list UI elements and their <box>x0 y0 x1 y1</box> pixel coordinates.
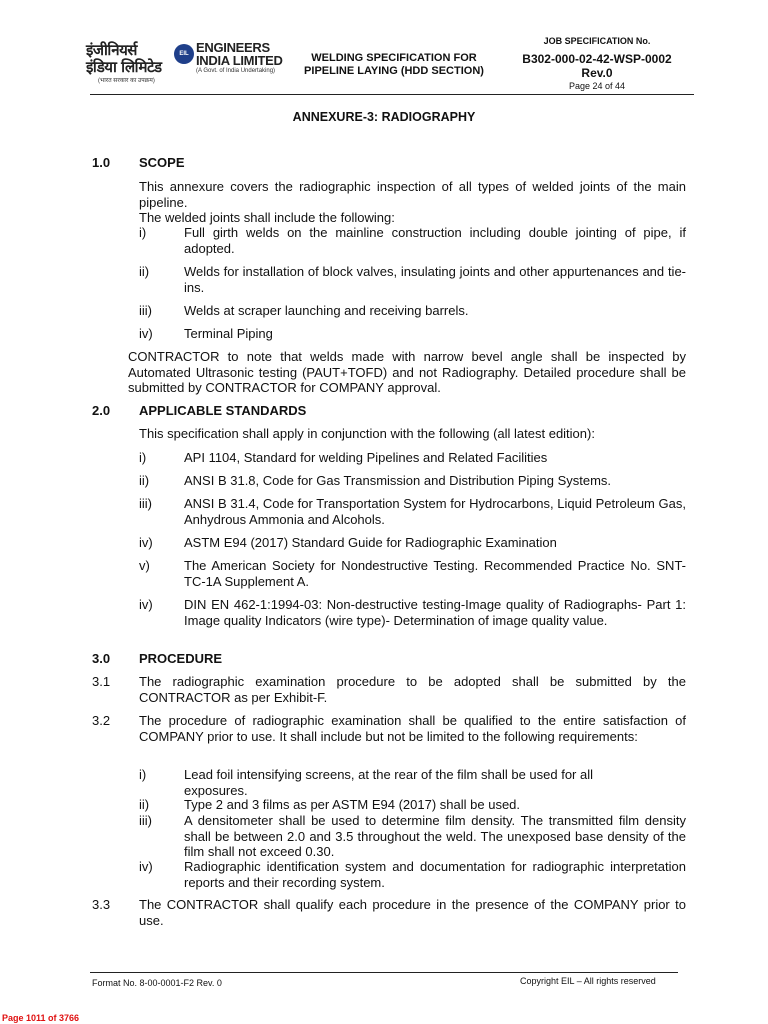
footer-divider <box>90 972 678 973</box>
header-divider <box>90 94 694 95</box>
section-2-intro: This specification shall apply in conjunction with the following (all latest edition): <box>139 426 595 441</box>
logo-hindi-small: (भारत सरकार का उपक्रम) <box>98 78 155 84</box>
section-2-number: 2.0 <box>92 403 111 418</box>
s2-item-number: i) <box>139 450 147 465</box>
s2-item-number: iii) <box>139 496 152 511</box>
clause-3-1-text: The radiographic examination procedure to be adopted shall be submitted by the CONTRACTOR as per Exhibit-F. <box>139 674 686 705</box>
section-1-title: SCOPE <box>139 155 185 170</box>
section-2-title: APPLICABLE STANDARDS <box>139 403 307 418</box>
section-1-intro: The welded joints shall include the following: <box>139 210 395 225</box>
logo-english-text: ENGINEERS INDIA LIMITED <box>196 40 283 68</box>
s2-item-text: ASTM E94 (2017) Standard Guide for Radiographic Examination <box>184 535 557 550</box>
document-title-line2: PIPELINE LAYING (HDD SECTION) <box>304 65 484 77</box>
section-3-number: 3.0 <box>92 651 111 666</box>
s1-item-text: Welds at scraper launching and receiving barrels. <box>184 303 469 318</box>
s1-item-text: Welds for installation of block valves, insulating joints and other appurtenances and tie-ins. <box>184 264 686 295</box>
logo-hindi-line1: इंजीनियर्स <box>86 41 137 59</box>
format-number: Format No. 8-00-0001-F2 Rev. 0 <box>92 978 222 988</box>
clause-3-1-number: 3.1 <box>92 674 111 689</box>
logo-hindi-line2: इंडिया लिमिटेड <box>86 58 162 76</box>
clause-3-2-text: The procedure of radiographic examination shall be qualified to the entire satisfaction of COMPANY prior to use. It shall include but not be limited to the following requirements: <box>139 713 686 744</box>
s2-item-text: DIN EN 462-1:1994-03: Non-destructive testing-Image quality of Radiographs- Part 1: Image quality Indicators (wire type)- Determination of image quality value. <box>184 597 686 628</box>
clause-3-2-number: 3.2 <box>92 713 111 728</box>
logo-hindi-text <box>86 42 178 76</box>
section-1-number: 1.0 <box>92 155 111 170</box>
s2-item-number: v) <box>139 558 150 573</box>
s2-item-number: iv) <box>139 535 153 550</box>
s3-item-number: iv) <box>139 859 153 874</box>
s2-item-text: The American Society for Nondestructive Testing. Recommended Practice No. SNT-TC-1A Supplement A. <box>184 558 686 589</box>
revision: Rev.0 <box>581 66 613 80</box>
s2-item-number: iv) <box>139 597 153 612</box>
s1-item-number: iii) <box>139 303 152 318</box>
section-1-paragraph: This annexure covers the radiographic inspection of all types of welded joints of the main pipeline. <box>139 179 686 210</box>
document-title <box>296 52 492 78</box>
job-spec-label: JOB SPECIFICATION No. <box>543 36 651 46</box>
logo-emblem-icon: EIL <box>174 44 194 64</box>
s3-item-text: Type 2 and 3 films as per ASTM E94 (2017) shall be used. <box>184 797 521 812</box>
section-3-title: PROCEDURE <box>139 651 223 666</box>
s3-item-text: Radiographic identification system and documentation for radiographic interpretation reports and their recording system. <box>184 859 686 890</box>
document-title-line1: WELDING SPECIFICATION FOR <box>311 52 477 64</box>
s3-item-text: A densitometer shall be used to determine film density. The transmitted film density shall be between 2.0 and 3.5 throughout the weld. The unexposed base density of the film shall not exceed 0.30. <box>184 813 686 859</box>
s3-item-text: Lead foil intensifying screens, at the rear of the film shall be used for all exposures. <box>184 767 593 798</box>
clause-3-3-number: 3.3 <box>92 897 111 912</box>
section-1-note: CONTRACTOR to note that welds made with narrow bevel angle shall be inspected by Automated Ultrasonic testing (PAUT+TOFD) and not Radiography. Detailed procedure shall be submitted by CONTRACTOR for COMPANY approval. <box>128 349 686 395</box>
annexure-title: ANNEXURE-3: RADIOGRAPHY <box>292 110 476 124</box>
s3-item-number: ii) <box>139 797 150 812</box>
s2-item-number: ii) <box>139 473 150 488</box>
page-number: Page 24 of 44 <box>568 81 626 91</box>
s1-item-text: Terminal Piping <box>184 326 273 341</box>
s1-item-number: iv) <box>139 326 153 341</box>
page-stamp: Page 1011 of 3766 <box>2 1013 80 1023</box>
logo-subtitle: (A Govt. of India Undertaking) <box>196 68 276 74</box>
s2-item-text: ANSI B 31.4, Code for Transportation System for Hydrocarbons, Liquid Petroleum Gas, Anhydrous Ammonia and Alcohols. <box>184 496 686 527</box>
copyright-notice: Copyright EIL – All rights reserved <box>520 976 656 986</box>
company-logo <box>86 40 286 84</box>
s3-item-number: iii) <box>139 813 152 828</box>
document-number: B302-000-02-42-WSP-0002 <box>522 52 672 66</box>
s3-item-number: i) <box>139 767 147 782</box>
s1-item-text: Full girth welds on the mainline construction including double jointing of pipe, if adopted. <box>184 225 686 256</box>
s1-item-number: i) <box>139 225 147 240</box>
s1-item-number: ii) <box>139 264 150 279</box>
s2-item-text: ANSI B 31.8, Code for Gas Transmission and Distribution Piping Systems. <box>184 473 612 488</box>
clause-3-3-text: The CONTRACTOR shall qualify each procedure in the presence of the COMPANY prior to use. <box>139 897 686 928</box>
s2-item-text: API 1104, Standard for welding Pipelines and Related Facilities <box>184 450 548 465</box>
